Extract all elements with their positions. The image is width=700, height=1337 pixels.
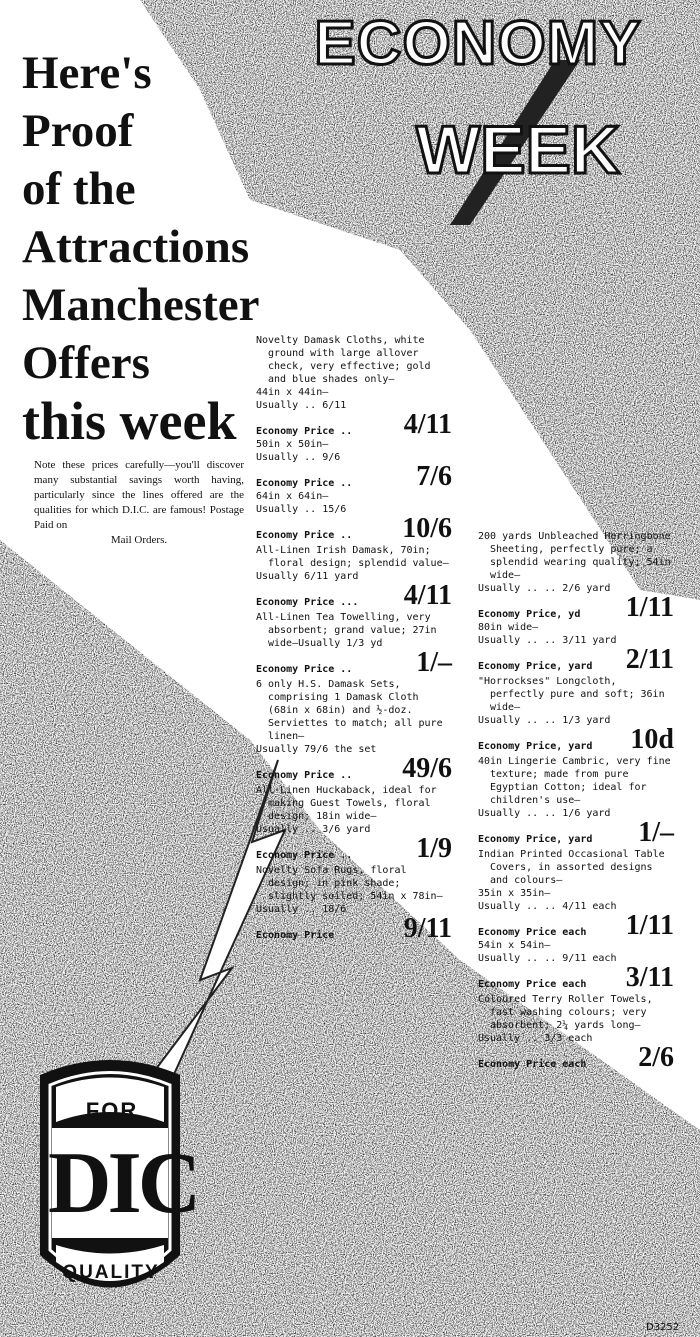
economy-price-label: Economy Price ...: [256, 597, 359, 608]
economy-price-row: [478, 724, 674, 755]
badge-for-text: FOR: [85, 1098, 139, 1123]
economy-price-row: [478, 910, 674, 941]
usual-price: Usually .. 6/11: [256, 400, 347, 411]
economy-price-value: 4/11: [403, 580, 452, 611]
economy-price-value: 10d: [630, 724, 674, 755]
product-description: All-Linen Irish Damask, 70in; floral design; splendid value—: [256, 545, 449, 569]
price-block: [256, 903, 452, 942]
economy-price-row: [478, 962, 674, 993]
economy-price-row: [256, 833, 452, 864]
product-item: [256, 864, 452, 942]
note-paragraph: [34, 458, 244, 548]
product-description: 200 yards Unbleached Herringbone Sheeting, perfectly pure; a splendid wearing quality; 54in wide—: [478, 531, 671, 581]
headline-line-2: Proof: [22, 105, 134, 157]
economy-price-row: [256, 647, 452, 678]
economy-price-row: [256, 580, 452, 611]
usual-price: Usually .. .. 1/3 yard: [478, 715, 611, 726]
usual-price: Usually .. .. 3/11 yard: [478, 635, 617, 646]
economy-price-value: 1/9: [416, 833, 452, 864]
headline-line-1: Here's: [22, 47, 152, 99]
product-item: [478, 848, 674, 991]
badge-quality-text: QUALITY: [62, 1262, 160, 1283]
usual-price: Usually .. 15/6: [256, 504, 347, 515]
product-item: [256, 334, 452, 542]
note-last-line: Mail Orders.: [110, 534, 168, 546]
economy-price-label: Economy Price ..: [256, 426, 353, 437]
economy-price-label: Economy Price ..: [256, 664, 353, 675]
economy-price-value: 1/11: [625, 910, 674, 941]
price-block: [478, 714, 674, 753]
economy-price-row: [478, 644, 674, 675]
economy-price-value: 3/11: [625, 962, 674, 993]
economy-price-value: 49/6: [402, 753, 452, 784]
economy-price-value: 1/11: [625, 592, 674, 623]
economy-price-row: [256, 513, 452, 544]
product-item: [256, 544, 452, 609]
product-item: [256, 784, 452, 862]
product-description: Coloured Terry Roller Towels, fast washing colours; very absorbent; 2¼ yards long—: [478, 994, 653, 1031]
product-description: Novelty Sofa Rugs, floral design; in pink shade; slightly soiled; 54in x 78in—: [256, 865, 443, 902]
economy-price-row: [256, 913, 452, 944]
product-description: All-Linen Huckaback, ideal for making Guest Towels, floral design; 18in wide—: [256, 785, 437, 822]
economy-price-value: 10/6: [402, 513, 452, 544]
economy-price-value: 2/11: [625, 644, 674, 675]
product-description: Indian Printed Occasional Table Covers, in assorted designs and colours—: [478, 849, 665, 886]
economy-price-row: [256, 461, 452, 492]
price-column-right: [478, 530, 674, 1073]
usual-price: Usually 6/11 yard: [256, 571, 359, 582]
headline-line-5: Manchester: [22, 279, 260, 331]
economy-price-row: [478, 1042, 674, 1073]
economy-price-label: Economy Price ..: [256, 478, 353, 489]
product-item: [478, 530, 674, 673]
economy-price-label: Economy Price each: [478, 979, 587, 990]
note-text: Note these prices carefully—you'll discover many substantial savings worth having, particularly since the lines offered are the qualities for which D.I.C. are famous! Postage Paid on: [34, 459, 244, 531]
price-block: [478, 621, 674, 673]
economy-price-label: Economy Price each: [478, 1059, 587, 1070]
price-block: [256, 823, 452, 862]
price-block: [478, 582, 674, 621]
product-description: 40in Lingerie Cambric, very fine texture; made from pure Egyptian Cotton; ideal for children's use—: [478, 756, 671, 806]
price-block: [478, 1032, 674, 1071]
economy-price-row: [478, 592, 674, 623]
economy-price-row: [256, 409, 452, 440]
economy-price-value: 9/11: [403, 913, 452, 944]
price-block: [256, 743, 452, 782]
usual-price: Usually .. .. 9/11 each: [478, 953, 617, 964]
usual-price: Usually .. .. 1/6 yard: [478, 808, 611, 819]
headline-line-6: Offers: [22, 337, 150, 389]
size-label: 64in x 64in—: [256, 491, 329, 502]
usual-price: Usually .. .. 4/11 each: [478, 901, 617, 912]
headline-line-3: of the: [22, 163, 136, 215]
banner-week: WEEK: [416, 112, 620, 188]
price-column-left: [256, 334, 452, 944]
economy-price-label: Economy Price, yd: [478, 609, 581, 620]
economy-price-value: 2/6: [638, 1042, 674, 1073]
product-item: [478, 993, 674, 1071]
price-block: [256, 490, 452, 542]
price-block: [478, 887, 674, 939]
price-block: [478, 939, 674, 991]
product-description: Novelty Damask Cloths, white ground with large allover check, very effective; gold and blue shades only—: [256, 335, 431, 385]
economy-price-label: Economy Price ..: [256, 850, 353, 861]
economy-price-label: Economy Price: [256, 930, 335, 941]
price-block: [478, 807, 674, 846]
ad-code: D3252: [646, 1322, 680, 1333]
usual-price: Usually .. 3/6 yard: [256, 824, 371, 835]
size-label: 54in x 54in—: [478, 940, 551, 951]
economy-price-label: Economy Price, yard: [478, 661, 593, 672]
economy-price-row: [478, 817, 674, 848]
economy-price-label: Economy Price, yard: [478, 834, 593, 845]
size-label: 35in x 35in—: [478, 888, 551, 899]
headline-line-4: Attractions: [22, 221, 250, 273]
usual-price: Usually .. 9/6: [256, 452, 341, 463]
economy-price-value: 7/6: [416, 461, 452, 492]
economy-price-label: Economy Price each: [478, 927, 587, 938]
size-label: 44in x 44in—: [256, 387, 329, 398]
product-item: [256, 611, 452, 676]
product-item: [478, 755, 674, 846]
product-description: 6 only H.S. Damask Sets, comprising 1 Damask Cloth (68in x 68in) and ½-doz. Serviettes to match; all pure linen—: [256, 679, 443, 742]
usual-price: Usually .. 18/6: [256, 904, 347, 915]
economy-price-label: Economy Price, yard: [478, 741, 593, 752]
size-label: 50in x 50in—: [256, 439, 329, 450]
economy-price-label: Economy Price ..: [256, 530, 353, 541]
usual-price: Usually .. 3/3 each: [478, 1033, 593, 1044]
product-description: "Horrockses" Longcloth, perfectly pure and soft; 36in wide—: [478, 676, 665, 713]
economy-price-row: [256, 753, 452, 784]
price-block: [256, 438, 452, 490]
economy-price-value: 1/–: [416, 647, 452, 678]
product-item: [256, 678, 452, 782]
banner-economy: ECONOMY: [314, 9, 642, 78]
product-item: [478, 675, 674, 753]
badge-dic-text: DIC: [48, 1135, 198, 1232]
price-block: [256, 386, 452, 438]
product-description: All-Linen Tea Towelling, very absorbent; grand value; 27in wide—Usually 1/3 yd: [256, 612, 437, 649]
headline-line-7: this week: [22, 391, 237, 451]
price-block: [256, 647, 452, 678]
price-block: [256, 570, 452, 609]
usual-price: Usually .. .. 2/6 yard: [478, 583, 611, 594]
economy-price-value: 1/–: [638, 817, 674, 848]
usual-price: Usually 79/6 the set: [256, 744, 377, 755]
economy-price-value: 4/11: [403, 409, 452, 440]
size-label: 80in wide—: [478, 622, 539, 633]
economy-price-label: Economy Price ..: [256, 770, 353, 781]
